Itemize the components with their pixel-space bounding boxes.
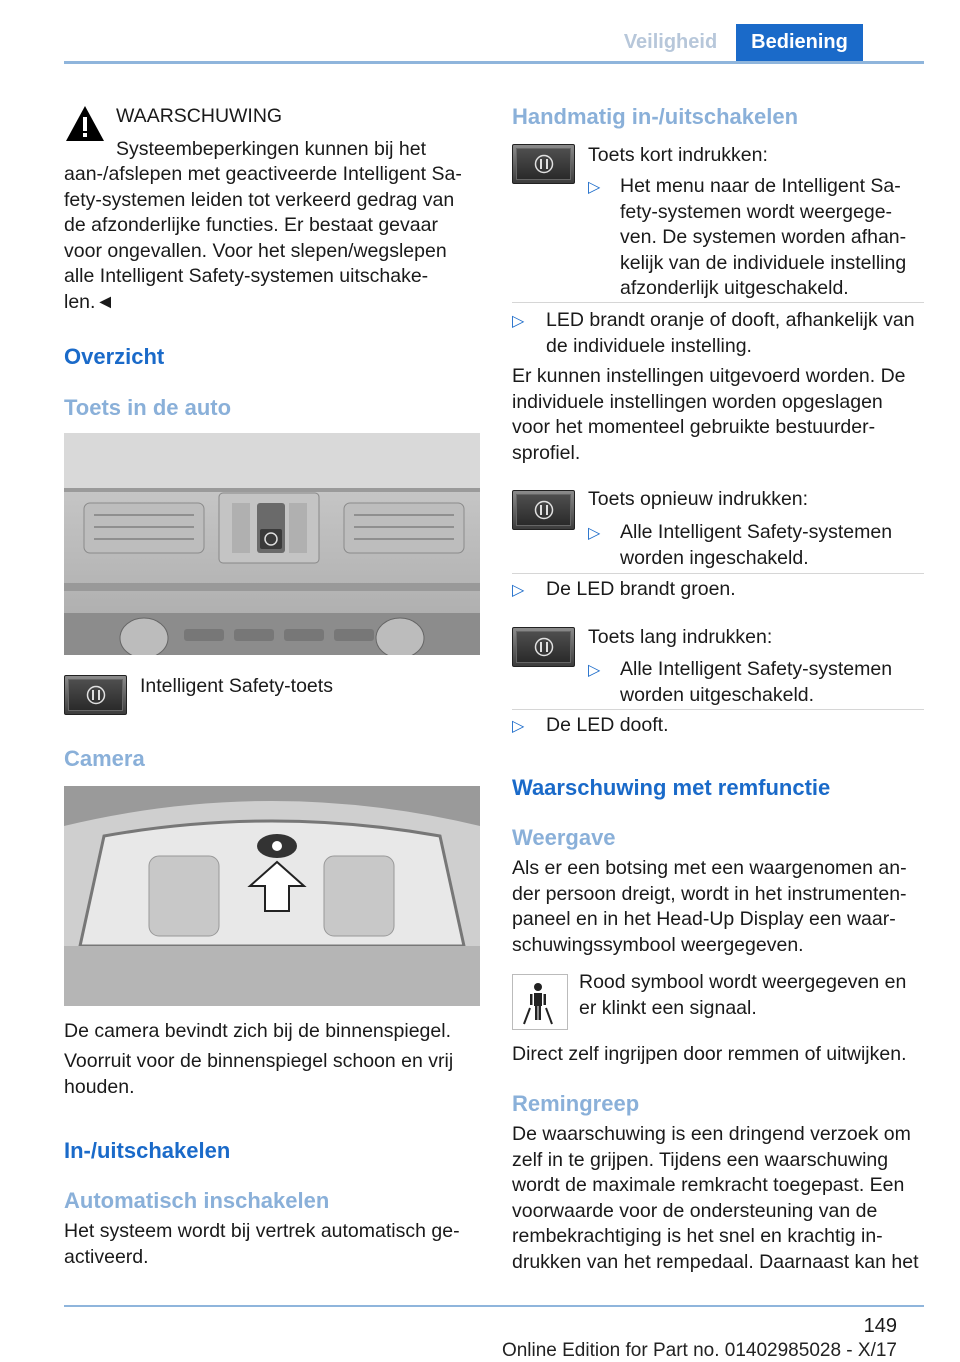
- weergave-text: Als er een botsing met een waargenomen an- der persoon dreigt, wordt in het instrumenten- paneel en in het Head-Up Display een waar- schuwingssymbool weergegeven.: [512, 857, 907, 956]
- heading-handmatig: Handmatig in-/uitschakelen: [512, 104, 799, 129]
- camera-photo: [64, 786, 480, 1006]
- safety-button-icon: [64, 675, 127, 715]
- page-number: 149: [863, 1315, 897, 1337]
- camera-text-2: Voorruit voor de binnenspiegel schoon en vrij houden.: [64, 1050, 454, 1098]
- heading-in-uitschakelen: In-/uitschakelen: [64, 1138, 231, 1163]
- bullet-icon: ▷: [512, 718, 525, 735]
- bullet-icon: ▷: [588, 525, 601, 542]
- heading-overzicht: Overzicht: [64, 344, 165, 369]
- divider: [512, 302, 924, 303]
- kort-label: Toets kort indrukken:: [588, 144, 768, 166]
- safety-button-icon-lang: [512, 627, 575, 667]
- warning-icon: [64, 104, 106, 144]
- rood-symbool-text: Rood symbool wordt weergegeven en er klinkt een signaal.: [579, 971, 907, 1019]
- heading-remingreep: Remingreep: [512, 1091, 640, 1116]
- tab-veiligheid[interactable]: Veiligheid: [605, 24, 736, 61]
- lang-bullet-2: De LED dooft.: [546, 714, 669, 736]
- auto-text: Het systeem wordt bij vertrek automatisch ge- activeerd.: [64, 1220, 460, 1268]
- opnieuw-bullet-1: Alle Intelligent Safety-systemen worden ingeschakeld.: [620, 521, 893, 569]
- footer-rule: [64, 1305, 924, 1307]
- divider: [512, 709, 924, 710]
- heading-toets-in-de-auto: Toets in de auto: [64, 395, 232, 420]
- remingreep-text: De waarschuwing is een dringend verzoek om zelf in te grijpen. Tijdens een waarschuwing wordt de maximale remkracht toegepast. Een voorwaarde voor de ondersteuning van de rembekrachtiging is het snel en krachtig in- drukken van het rempedaal. Daarnaast kan het: [512, 1123, 919, 1273]
- pedestrian-warning-icon: [512, 974, 568, 1030]
- heading-camera: Camera: [64, 746, 145, 771]
- heading-remfunctie: Waarschuwing met remfunctie: [512, 775, 831, 800]
- safety-button-icon-opnieuw: [512, 490, 575, 530]
- bullet-icon: ▷: [512, 313, 525, 330]
- safety-button-icon-kort: [512, 144, 575, 184]
- warning-text: aan-/afslepen met geactiveerde Intelligent Sa- fety-systemen leiden tot verkeerd gedrag van de afzonderlijke functies. Er bestaat gevaar voor ongevallen. Voor het slepen/wegslepen alle Intelligent Safety-systemen uitschake- len.◄: [64, 163, 462, 313]
- tab-bediening[interactable]: Bediening: [736, 24, 863, 61]
- heading-automatisch-inschakelen: Automatisch inschakelen: [64, 1188, 330, 1213]
- instellingen-paragraph: Er kunnen instellingen uitgevoerd worden. De individuele instellingen worden opgeslagen voor het momenteel gebruikte bestuurder- sprofiel.: [512, 365, 906, 464]
- safety-button-label: Intelligent Safety-toets: [140, 675, 333, 697]
- lang-label: Toets lang indrukken:: [588, 626, 773, 648]
- warning-text-first: Systeembeperkingen kunnen bij het: [116, 138, 427, 160]
- kort-bullet-2: LED brandt oranje of dooft, afhankelijk van de individuele instelling.: [546, 309, 915, 357]
- footer-edition: Online Edition for Part no. 01402985028 - X/17: [501, 1340, 897, 1361]
- dashboard-photo: [64, 433, 480, 655]
- bullet-icon: ▷: [512, 582, 525, 599]
- heading-weergave: Weergave: [512, 825, 616, 850]
- lang-bullet-1: Alle Intelligent Safety-systemen worden uitgeschakeld.: [620, 658, 893, 706]
- camera-text-1: De camera bevindt zich bij de binnenspiegel.: [64, 1020, 451, 1042]
- header-rule: [64, 61, 924, 64]
- opnieuw-label: Toets opnieuw indrukken:: [588, 488, 809, 510]
- divider: [512, 573, 924, 574]
- bullet-icon: ▷: [588, 662, 601, 679]
- opnieuw-bullet-2: De LED brandt groen.: [546, 578, 736, 600]
- warning-title: WAARSCHUWING: [116, 105, 283, 127]
- bullet-icon: ▷: [588, 179, 601, 196]
- direct-text: Direct zelf ingrijpen door remmen of uitwijken.: [512, 1043, 907, 1065]
- kort-bullet-1: Het menu naar de Intelligent Sa- fety-systemen wordt weergege- ven. De systemen worden afhan- kelijk van de individuele instelling afzonderlijk uitgeschakeld.: [620, 175, 907, 299]
